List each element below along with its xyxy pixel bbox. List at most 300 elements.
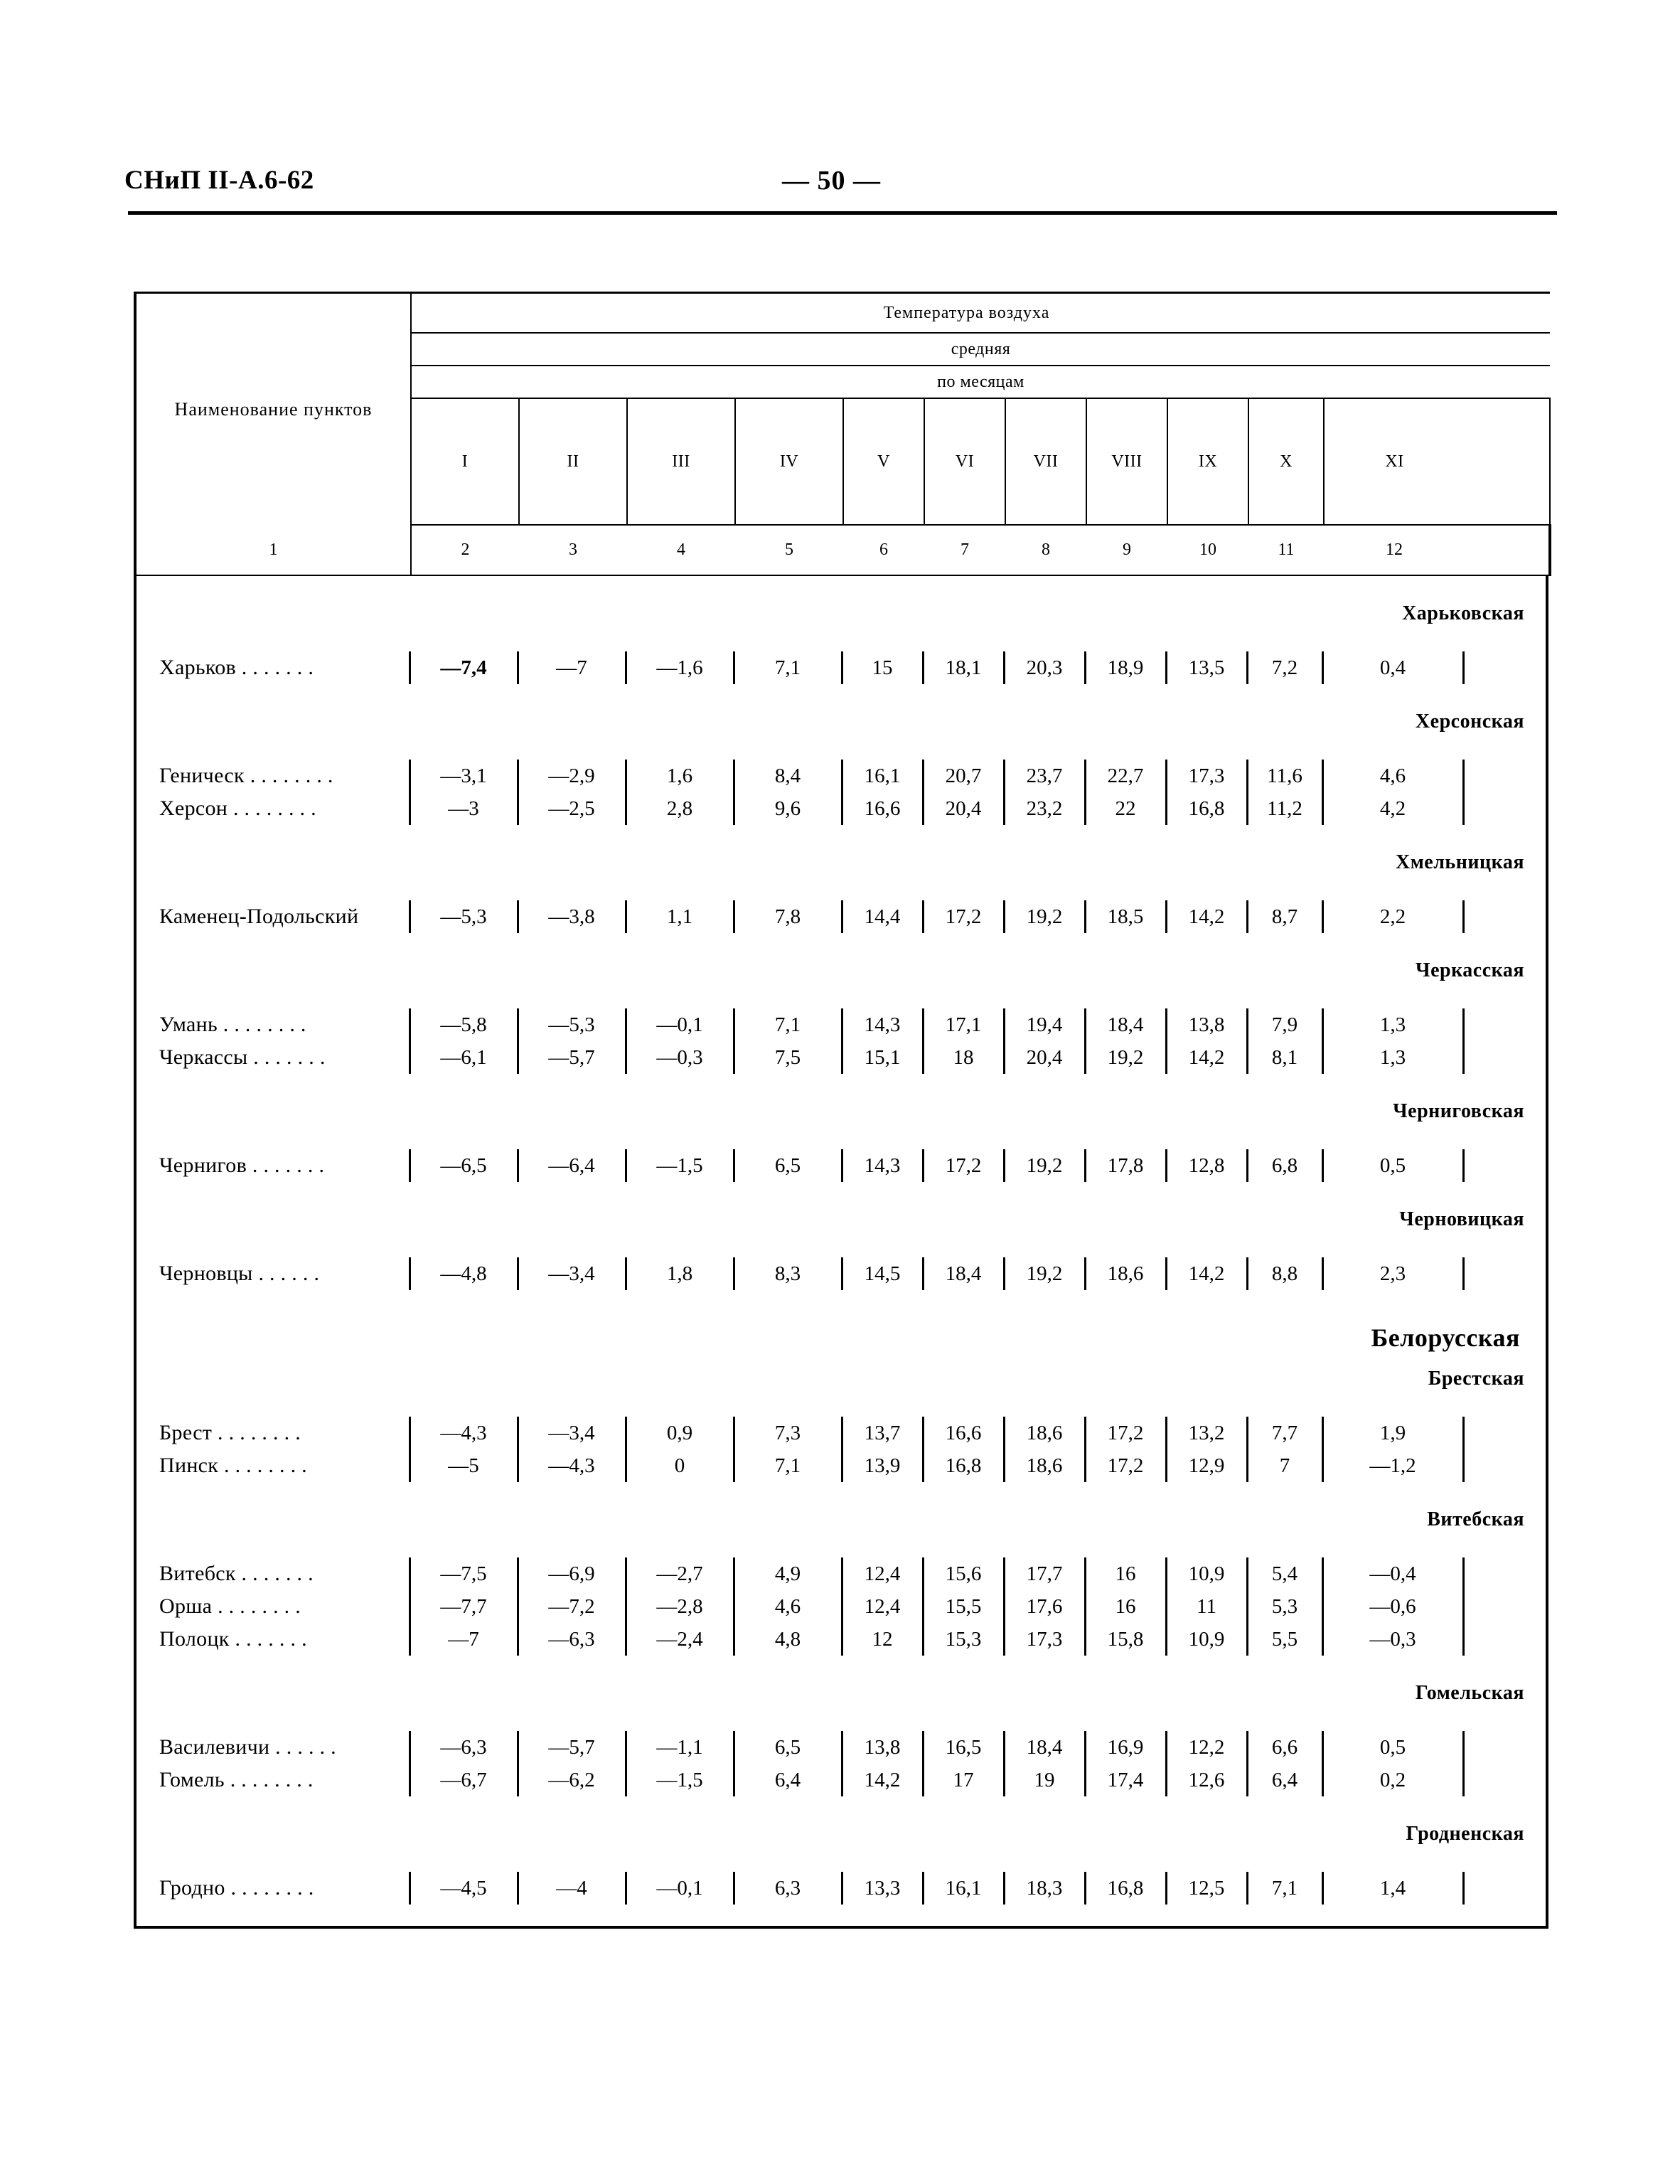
place-name: Орша . . . . . . . . bbox=[159, 1594, 301, 1618]
value-month-4: 4,9 bbox=[734, 1557, 842, 1590]
value-month-1: —4,8 bbox=[410, 1257, 518, 1290]
value-month-1: —3,1 bbox=[410, 760, 518, 792]
value-month-7: 23,2 bbox=[1004, 792, 1085, 825]
spacer-row bbox=[137, 825, 1546, 846]
value-trailing bbox=[1463, 651, 1546, 684]
colnum-3: 3 bbox=[519, 525, 627, 575]
value-month-11: —0,4 bbox=[1322, 1557, 1463, 1590]
value-month-4: 7,1 bbox=[734, 1449, 842, 1482]
republic-label-belorusskaya: Белорусская bbox=[1371, 1323, 1520, 1352]
value-trailing bbox=[1463, 1590, 1546, 1623]
value-month-3: 0,9 bbox=[626, 1417, 734, 1449]
value-month-10: 5,4 bbox=[1247, 1557, 1322, 1590]
table-body-frame bbox=[134, 576, 1548, 1929]
value-month-9: 12,8 bbox=[1166, 1149, 1247, 1182]
value-trailing bbox=[1463, 1764, 1546, 1796]
value-month-4: 7,1 bbox=[734, 651, 842, 684]
place-name: Херсон . . . . . . . . bbox=[159, 797, 316, 820]
value-trailing bbox=[1463, 1623, 1546, 1656]
value-month-11: —0,6 bbox=[1322, 1590, 1463, 1623]
region-row bbox=[137, 705, 1546, 738]
value-month-3: 1,1 bbox=[626, 900, 734, 933]
value-month-4: 4,8 bbox=[734, 1623, 842, 1656]
value-month-6: 17,1 bbox=[923, 1008, 1004, 1041]
value-month-4: 6,3 bbox=[734, 1872, 842, 1905]
value-month-6: 17 bbox=[923, 1764, 1004, 1796]
colnum-8: 8 bbox=[1005, 525, 1086, 575]
region-row bbox=[137, 846, 1546, 879]
spacer-row bbox=[137, 1128, 1546, 1149]
value-month-10: 7,9 bbox=[1247, 1008, 1322, 1041]
value-month-2: —2,9 bbox=[518, 760, 626, 792]
header-month-1: I bbox=[411, 398, 519, 525]
spacer-row bbox=[137, 1850, 1546, 1872]
value-month-6: 18,4 bbox=[923, 1257, 1004, 1290]
colnum-12: 12 bbox=[1324, 525, 1465, 575]
colnum-1: 1 bbox=[135, 525, 411, 575]
table-row bbox=[137, 760, 1546, 792]
value-month-5: 16,6 bbox=[842, 792, 923, 825]
value-month-1: —4,5 bbox=[410, 1872, 518, 1905]
value-month-6: 15,3 bbox=[923, 1623, 1004, 1656]
spacer-row bbox=[137, 1656, 1546, 1677]
value-month-3: —2,4 bbox=[626, 1623, 734, 1656]
value-month-4: 7,3 bbox=[734, 1417, 842, 1449]
spacer-row bbox=[137, 1796, 1546, 1818]
value-trailing bbox=[1463, 1008, 1546, 1041]
value-month-4: 8,3 bbox=[734, 1257, 842, 1290]
value-month-2: —3,8 bbox=[518, 900, 626, 933]
header-month-3: III bbox=[627, 398, 735, 525]
value-month-11: 4,6 bbox=[1322, 760, 1463, 792]
value-month-9: 12,6 bbox=[1166, 1764, 1247, 1796]
value-month-3: —1,1 bbox=[626, 1731, 734, 1764]
value-month-6: 16,5 bbox=[923, 1731, 1004, 1764]
value-month-7: 20,4 bbox=[1004, 1041, 1085, 1074]
region-row bbox=[137, 1503, 1546, 1536]
value-month-8: 17,2 bbox=[1085, 1449, 1166, 1482]
value-month-6: 18 bbox=[923, 1041, 1004, 1074]
table-row bbox=[137, 1590, 1546, 1623]
table-row bbox=[137, 1764, 1546, 1796]
value-month-9: 11 bbox=[1166, 1590, 1247, 1623]
value-month-5: 12,4 bbox=[842, 1557, 923, 1590]
value-month-8: 22 bbox=[1085, 792, 1166, 825]
value-month-3: 1,8 bbox=[626, 1257, 734, 1290]
header-cell-name bbox=[135, 293, 411, 526]
place-name: Чернигов . . . . . . . bbox=[159, 1154, 325, 1177]
value-month-10: 11,2 bbox=[1247, 792, 1322, 825]
value-month-8: 18,4 bbox=[1085, 1008, 1166, 1041]
value-month-6: 15,6 bbox=[923, 1557, 1004, 1590]
value-month-10: 8,8 bbox=[1247, 1257, 1322, 1290]
region-label-kharkovskaya: Харьковская bbox=[1402, 602, 1524, 624]
value-month-1: —5 bbox=[410, 1449, 518, 1482]
value-month-10: 7 bbox=[1247, 1449, 1322, 1482]
value-month-5: 13,3 bbox=[842, 1872, 923, 1905]
header-month-11: XI bbox=[1324, 398, 1465, 525]
value-month-9: 14,2 bbox=[1166, 1041, 1247, 1074]
value-month-11: —1,2 bbox=[1322, 1449, 1463, 1482]
value-month-10: 8,7 bbox=[1247, 900, 1322, 933]
region-label-chernigovskaya: Черниговская bbox=[1393, 1100, 1524, 1122]
value-month-6: 20,4 bbox=[923, 792, 1004, 825]
value-month-8: 22,7 bbox=[1085, 760, 1166, 792]
value-month-10: 6,8 bbox=[1247, 1149, 1322, 1182]
value-month-11: 4,2 bbox=[1322, 792, 1463, 825]
value-month-2: —7 bbox=[518, 651, 626, 684]
page-number: — 50 — bbox=[782, 166, 881, 196]
value-month-10: 8,1 bbox=[1247, 1041, 1322, 1074]
value-month-1: —4,3 bbox=[410, 1417, 518, 1449]
value-month-4: 8,4 bbox=[734, 760, 842, 792]
value-month-6: 16,8 bbox=[923, 1449, 1004, 1482]
value-month-7: 20,3 bbox=[1004, 651, 1085, 684]
republic-row bbox=[137, 1321, 1546, 1354]
value-month-1: —6,3 bbox=[410, 1731, 518, 1764]
header-month-spill bbox=[1465, 398, 1550, 525]
table-row bbox=[137, 1872, 1546, 1905]
value-month-10: 11,6 bbox=[1247, 760, 1322, 792]
place-name: Брест . . . . . . . . bbox=[159, 1421, 301, 1444]
value-month-5: 14,3 bbox=[842, 1008, 923, 1041]
value-month-5: 13,7 bbox=[842, 1417, 923, 1449]
value-trailing bbox=[1463, 760, 1546, 792]
value-month-3: —1,6 bbox=[626, 651, 734, 684]
header-rule bbox=[128, 211, 1557, 215]
table-row bbox=[137, 1041, 1546, 1074]
value-month-9: 10,9 bbox=[1166, 1557, 1247, 1590]
climate-table bbox=[134, 292, 1548, 1929]
value-month-9: 12,5 bbox=[1166, 1872, 1247, 1905]
region-row bbox=[137, 1818, 1546, 1850]
value-month-6: 15,5 bbox=[923, 1590, 1004, 1623]
value-month-4: 7,5 bbox=[734, 1041, 842, 1074]
header-month-2: II bbox=[519, 398, 627, 525]
value-trailing bbox=[1463, 1149, 1546, 1182]
value-month-3: 0 bbox=[626, 1449, 734, 1482]
value-month-7: 19,2 bbox=[1004, 900, 1085, 933]
value-month-1: —7,4 bbox=[410, 651, 518, 684]
header-month-5: V bbox=[843, 398, 924, 525]
value-trailing bbox=[1463, 1257, 1546, 1290]
region-label-brestskaya: Брестская bbox=[1428, 1368, 1524, 1390]
value-month-2: —3,4 bbox=[518, 1417, 626, 1449]
value-month-8: 17,4 bbox=[1085, 1764, 1166, 1796]
value-month-5: 14,2 bbox=[842, 1764, 923, 1796]
region-label-chernovitskaya: Черновицкая bbox=[1399, 1208, 1524, 1230]
value-month-5: 12,4 bbox=[842, 1590, 923, 1623]
value-month-5: 14,5 bbox=[842, 1257, 923, 1290]
value-month-9: 12,9 bbox=[1166, 1449, 1247, 1482]
value-month-10: 7,7 bbox=[1247, 1417, 1322, 1449]
value-month-4: 7,8 bbox=[734, 900, 842, 933]
value-month-9: 13,8 bbox=[1166, 1008, 1247, 1041]
value-month-11: 2,3 bbox=[1322, 1257, 1463, 1290]
region-label-gomelskaya: Гомельская bbox=[1415, 1682, 1524, 1704]
spacer-row bbox=[137, 1236, 1546, 1257]
colnum-7: 7 bbox=[924, 525, 1005, 575]
region-row bbox=[137, 1677, 1546, 1710]
value-month-1: —6,7 bbox=[410, 1764, 518, 1796]
value-month-2: —6,4 bbox=[518, 1149, 626, 1182]
value-month-1: —7,7 bbox=[410, 1590, 518, 1623]
value-month-2: —3,4 bbox=[518, 1257, 626, 1290]
value-month-7: 18,6 bbox=[1004, 1417, 1085, 1449]
colnum-10: 10 bbox=[1167, 525, 1248, 575]
place-name: Харьков . . . . . . . bbox=[159, 656, 314, 679]
value-month-8: 16 bbox=[1085, 1590, 1166, 1623]
value-month-2: —5,7 bbox=[518, 1041, 626, 1074]
value-month-9: 10,9 bbox=[1166, 1623, 1247, 1656]
value-month-3: 1,6 bbox=[626, 760, 734, 792]
header-month-9: IX bbox=[1167, 398, 1248, 525]
value-month-9: 17,3 bbox=[1166, 760, 1247, 792]
value-month-11: 1,3 bbox=[1322, 1008, 1463, 1041]
value-month-5: 15 bbox=[842, 651, 923, 684]
value-month-8: 16 bbox=[1085, 1557, 1166, 1590]
value-month-8: 18,6 bbox=[1085, 1257, 1166, 1290]
place-name: Полоцк . . . . . . . bbox=[159, 1627, 307, 1651]
value-month-4: 7,1 bbox=[734, 1008, 842, 1041]
value-month-9: 13,2 bbox=[1166, 1417, 1247, 1449]
value-month-5: 14,3 bbox=[842, 1149, 923, 1182]
value-month-6: 17,2 bbox=[923, 1149, 1004, 1182]
header-label-by-months: по месяцам bbox=[411, 366, 1550, 398]
table-row bbox=[137, 1257, 1546, 1290]
table-row bbox=[137, 651, 1546, 684]
region-label-cherkasskaya: Черкасская bbox=[1416, 959, 1524, 981]
header-label-name: Наименование пунктов bbox=[174, 398, 373, 420]
spacer-row bbox=[137, 1395, 1546, 1417]
value-month-3: —1,5 bbox=[626, 1149, 734, 1182]
value-month-1: —3 bbox=[410, 792, 518, 825]
region-row bbox=[137, 1203, 1546, 1236]
value-month-2: —7,2 bbox=[518, 1590, 626, 1623]
value-trailing bbox=[1463, 900, 1546, 933]
value-month-7: 19 bbox=[1004, 1764, 1085, 1796]
value-month-1: —5,8 bbox=[410, 1008, 518, 1041]
value-month-3: —1,5 bbox=[626, 1764, 734, 1796]
value-trailing bbox=[1463, 1449, 1546, 1482]
value-trailing bbox=[1463, 1041, 1546, 1074]
page-header bbox=[0, 165, 1680, 208]
value-month-5: 13,9 bbox=[842, 1449, 923, 1482]
value-month-8: 19,2 bbox=[1085, 1041, 1166, 1074]
colnum-2: 2 bbox=[411, 525, 519, 575]
value-month-4: 6,4 bbox=[734, 1764, 842, 1796]
value-month-6: 16,1 bbox=[923, 1872, 1004, 1905]
spacer-row bbox=[137, 1905, 1546, 1926]
value-month-4: 6,5 bbox=[734, 1731, 842, 1764]
value-month-8: 17,8 bbox=[1085, 1149, 1166, 1182]
value-month-1: —5,3 bbox=[410, 900, 518, 933]
value-month-7: 19,2 bbox=[1004, 1149, 1085, 1182]
value-month-9: 14,2 bbox=[1166, 1257, 1247, 1290]
region-label-khersonskaya: Херсонская bbox=[1415, 710, 1524, 733]
table-row bbox=[137, 1557, 1546, 1590]
table-row bbox=[137, 1417, 1546, 1449]
value-month-11: 0,5 bbox=[1322, 1149, 1463, 1182]
place-name: Черновцы . . . . . . bbox=[159, 1262, 320, 1285]
table-row bbox=[137, 1731, 1546, 1764]
place-name: Василевичи . . . . . . bbox=[159, 1735, 336, 1759]
region-label-vitebskaya: Витебская bbox=[1427, 1508, 1524, 1530]
value-month-10: 5,5 bbox=[1247, 1623, 1322, 1656]
value-month-3: —0,3 bbox=[626, 1041, 734, 1074]
value-month-3: —2,7 bbox=[626, 1557, 734, 1590]
value-trailing bbox=[1463, 1417, 1546, 1449]
value-month-3: —0,1 bbox=[626, 1872, 734, 1905]
spacer-row bbox=[137, 738, 1546, 760]
head-row-colnumbers bbox=[135, 525, 1550, 575]
value-month-7: 17,7 bbox=[1004, 1557, 1085, 1590]
value-month-1: —7,5 bbox=[410, 1557, 518, 1590]
value-month-7: 18,6 bbox=[1004, 1449, 1085, 1482]
head-row-group-title bbox=[135, 293, 1550, 334]
table-row bbox=[137, 792, 1546, 825]
colnum-6: 6 bbox=[843, 525, 924, 575]
place-name: Умань . . . . . . . . bbox=[159, 1013, 306, 1036]
value-trailing bbox=[1463, 1731, 1546, 1764]
region-row bbox=[137, 1363, 1546, 1395]
header-label-average: средняя bbox=[411, 333, 1550, 366]
value-month-11: 1,3 bbox=[1322, 1041, 1463, 1074]
spacer-row bbox=[137, 1710, 1546, 1731]
value-month-7: 17,3 bbox=[1004, 1623, 1085, 1656]
value-month-2: —5,7 bbox=[518, 1731, 626, 1764]
header-label-temperature: Температура воздуха bbox=[411, 293, 1550, 334]
value-month-1: —6,1 bbox=[410, 1041, 518, 1074]
value-month-4: 6,5 bbox=[734, 1149, 842, 1182]
value-month-11: 2,2 bbox=[1322, 900, 1463, 933]
value-month-9: 16,8 bbox=[1166, 792, 1247, 825]
spacer-row bbox=[137, 1354, 1546, 1363]
place-name: Гомель . . . . . . . . bbox=[159, 1768, 314, 1791]
spacer-row bbox=[137, 1290, 1546, 1321]
value-month-11: 0,5 bbox=[1322, 1731, 1463, 1764]
value-month-3: —2,8 bbox=[626, 1590, 734, 1623]
value-month-2: —5,3 bbox=[518, 1008, 626, 1041]
value-month-1: —6,5 bbox=[410, 1149, 518, 1182]
spacer-row bbox=[137, 1482, 1546, 1503]
value-month-2: —2,5 bbox=[518, 792, 626, 825]
value-month-7: 18,4 bbox=[1004, 1731, 1085, 1764]
value-month-6: 20,7 bbox=[923, 760, 1004, 792]
value-month-7: 19,4 bbox=[1004, 1008, 1085, 1041]
header-month-10: X bbox=[1248, 398, 1324, 525]
value-month-9: 12,2 bbox=[1166, 1731, 1247, 1764]
spacer-row bbox=[137, 1536, 1546, 1557]
place-name: Пинск . . . . . . . . bbox=[159, 1454, 307, 1477]
value-month-2: —4,3 bbox=[518, 1449, 626, 1482]
value-month-11: 0,2 bbox=[1322, 1764, 1463, 1796]
table-row bbox=[137, 1008, 1546, 1041]
colnum-4: 4 bbox=[627, 525, 735, 575]
table-row bbox=[137, 1623, 1546, 1656]
value-month-8: 18,9 bbox=[1085, 651, 1166, 684]
value-month-2: —6,3 bbox=[518, 1623, 626, 1656]
region-row bbox=[137, 1095, 1546, 1128]
value-month-10: 6,6 bbox=[1247, 1731, 1322, 1764]
value-month-2: —6,9 bbox=[518, 1557, 626, 1590]
value-month-7: 23,7 bbox=[1004, 760, 1085, 792]
value-month-6: 16,6 bbox=[923, 1417, 1004, 1449]
value-month-4: 9,6 bbox=[734, 792, 842, 825]
value-month-5: 13,8 bbox=[842, 1731, 923, 1764]
spacer-row bbox=[137, 630, 1546, 651]
value-month-8: 15,8 bbox=[1085, 1623, 1166, 1656]
value-month-1: —7 bbox=[410, 1623, 518, 1656]
spacer-row bbox=[137, 1182, 1546, 1203]
value-month-7: 17,6 bbox=[1004, 1590, 1085, 1623]
colnum-5: 5 bbox=[735, 525, 843, 575]
document-code: СНиП II-А.6-62 bbox=[124, 166, 314, 195]
region-row bbox=[137, 597, 1546, 630]
value-month-9: 13,5 bbox=[1166, 651, 1247, 684]
colnum-11: 11 bbox=[1248, 525, 1324, 575]
table-head bbox=[134, 292, 1551, 576]
value-trailing bbox=[1463, 1872, 1546, 1905]
header-month-6: VI bbox=[924, 398, 1005, 525]
value-month-11: 1,9 bbox=[1322, 1417, 1463, 1449]
spacer-row bbox=[137, 879, 1546, 900]
spacer-row bbox=[137, 933, 1546, 954]
colnum-9: 9 bbox=[1086, 525, 1167, 575]
value-month-8: 18,5 bbox=[1085, 900, 1166, 933]
table-body bbox=[137, 576, 1546, 1926]
table-row bbox=[137, 1449, 1546, 1482]
value-month-10: 7,1 bbox=[1247, 1872, 1322, 1905]
value-month-11: 1,4 bbox=[1322, 1872, 1463, 1905]
value-month-9: 14,2 bbox=[1166, 900, 1247, 933]
value-month-11: —0,3 bbox=[1322, 1623, 1463, 1656]
value-trailing bbox=[1463, 1557, 1546, 1590]
table-row bbox=[137, 1149, 1546, 1182]
value-month-7: 18,3 bbox=[1004, 1872, 1085, 1905]
value-month-5: 16,1 bbox=[842, 760, 923, 792]
value-trailing bbox=[1463, 792, 1546, 825]
place-name: Геническ . . . . . . . . bbox=[159, 764, 333, 787]
value-month-4: 4,6 bbox=[734, 1590, 842, 1623]
value-month-10: 6,4 bbox=[1247, 1764, 1322, 1796]
spacer-row bbox=[137, 987, 1546, 1008]
colnum-spill bbox=[1465, 525, 1550, 575]
value-month-2: —6,2 bbox=[518, 1764, 626, 1796]
region-label-khmelnitskaya: Хмельницкая bbox=[1396, 851, 1524, 873]
spacer-row bbox=[137, 1074, 1546, 1095]
place-name: Каменец-Подольский bbox=[159, 905, 359, 928]
header-month-7: VII bbox=[1005, 398, 1086, 525]
spacer-row bbox=[137, 576, 1546, 597]
value-month-6: 18,1 bbox=[923, 651, 1004, 684]
header-month-8: VIII bbox=[1086, 398, 1167, 525]
value-month-3: —0,1 bbox=[626, 1008, 734, 1041]
value-month-8: 17,2 bbox=[1085, 1417, 1166, 1449]
region-label-grodnenskaya: Гродненская bbox=[1406, 1823, 1524, 1845]
value-month-3: 2,8 bbox=[626, 792, 734, 825]
value-month-5: 14,4 bbox=[842, 900, 923, 933]
value-month-11: 0,4 bbox=[1322, 651, 1463, 684]
value-month-5: 12 bbox=[842, 1623, 923, 1656]
value-month-10: 7,2 bbox=[1247, 651, 1322, 684]
value-month-6: 17,2 bbox=[923, 900, 1004, 933]
place-name: Черкассы . . . . . . . bbox=[159, 1045, 326, 1069]
value-month-2: —4 bbox=[518, 1872, 626, 1905]
table-row bbox=[137, 900, 1546, 933]
spacer-row bbox=[137, 684, 1546, 705]
region-row bbox=[137, 954, 1546, 987]
